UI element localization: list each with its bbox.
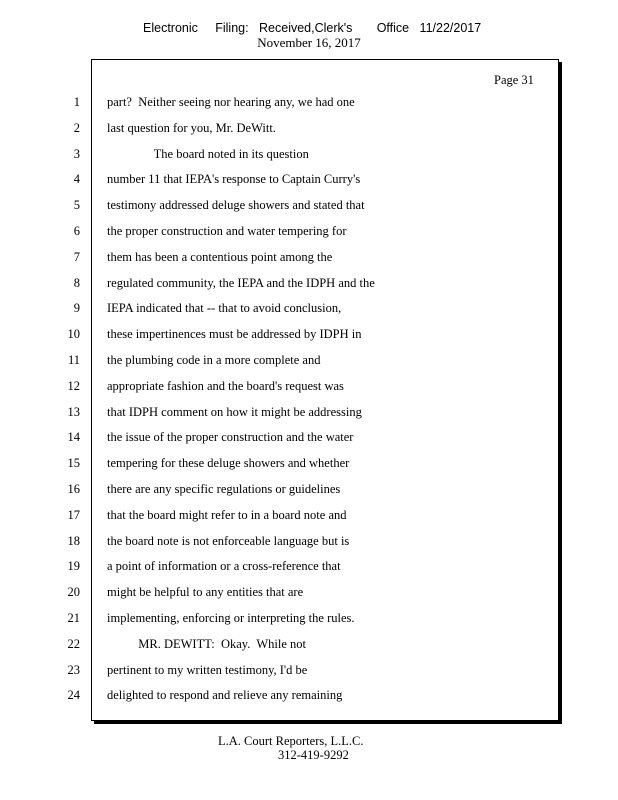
transcript-line [0, 427, 618, 453]
line-text: that the board might refer to in a board note and [107, 507, 347, 522]
line-number: 23 [67, 662, 80, 677]
line-number: 19 [67, 559, 80, 574]
line-text: delighted to respond and relieve any remaining [107, 688, 343, 703]
transcript-line [0, 273, 618, 299]
transcript-line [0, 221, 618, 247]
transcript-line [0, 350, 618, 376]
line-text: them has been a contentious point among the [107, 249, 333, 264]
transcript-line [0, 376, 618, 402]
line-text: pertinent to my written testimony, I'd be [107, 662, 308, 677]
line-number: 18 [67, 533, 80, 548]
line-number: 1 [73, 95, 80, 109]
transcript-line [0, 608, 618, 634]
line-text: appropriate fashion and the board's request was [107, 378, 344, 393]
line-text: MR. DEWITT: Okay. While not [107, 636, 306, 651]
line-number: 5 [73, 198, 80, 213]
transcript-line [0, 479, 618, 505]
line-number: 2 [73, 120, 80, 135]
line-number: 7 [73, 249, 80, 264]
transcript-line [0, 402, 618, 428]
transcript-line [0, 144, 618, 170]
line-number: 20 [67, 585, 80, 600]
line-number: 10 [67, 327, 80, 342]
line-text: number 11 that IEPA's response to Captain Curry's [107, 172, 361, 187]
transcript-line [0, 685, 618, 711]
line-text: testimony addressed deluge showers and stated that [107, 198, 365, 213]
line-number: 16 [67, 481, 80, 496]
line-number: 8 [73, 275, 80, 290]
line-number: 14 [67, 430, 80, 445]
transcript-line [0, 582, 618, 608]
transcript-lines [0, 92, 618, 711]
transcript-line [0, 505, 618, 531]
line-text: The board noted in its question [107, 146, 309, 161]
page-number: Page 31 [494, 73, 534, 87]
line-number: 3 [73, 146, 80, 161]
line-number: 12 [67, 378, 80, 393]
line-text: there are any specific regulations or guidelines [107, 481, 341, 496]
line-number: 13 [67, 404, 80, 419]
line-number: 9 [73, 301, 80, 316]
transcript-date: November 16, 2017 [257, 35, 361, 50]
line-text: might be helpful to any entities that are [107, 585, 304, 600]
line-text: these impertinences must be addressed by IDPH in [107, 327, 362, 342]
line-text: the proper construction and water tempering for [107, 223, 347, 238]
transcript-line [0, 453, 618, 479]
reporter-phone: 312-419-9292 [278, 748, 349, 762]
transcript-line [0, 195, 618, 221]
line-number: 17 [67, 507, 80, 522]
line-text: IEPA indicated that -- that to avoid conclusion, [107, 301, 342, 316]
line-text: part? Neither seeing nor hearing any, we had one [107, 95, 355, 109]
line-number: 4 [73, 172, 80, 187]
line-number: 6 [73, 223, 80, 238]
transcript-line [0, 247, 618, 273]
line-number: 24 [67, 688, 80, 703]
filing-stamp: Electronic Filing: Received,Clerk's Office 11/22/2017 [143, 21, 482, 35]
line-text: implementing, enforcing or interpreting the rules. [107, 610, 355, 625]
line-text: a point of information or a cross-reference that [107, 559, 341, 574]
line-text: regulated community, the IEPA and the IDPH and the [107, 275, 375, 290]
line-text: the plumbing code in a more complete and [107, 352, 321, 367]
line-number: 22 [67, 636, 80, 651]
line-text: the issue of the proper construction and the water [107, 430, 354, 445]
line-number: 15 [67, 456, 80, 471]
transcript-line [0, 118, 618, 144]
transcript-line [0, 531, 618, 557]
line-text: the board note is not enforceable language but is [107, 533, 350, 548]
transcript-line [0, 169, 618, 195]
transcript-line [0, 556, 618, 582]
line-text: last question for you, Mr. DeWitt. [107, 120, 276, 135]
transcript-line [0, 634, 618, 660]
transcript-line [0, 324, 618, 350]
line-number: 21 [67, 610, 80, 625]
transcript-line [0, 660, 618, 686]
transcript-line [0, 298, 618, 324]
transcript-line [0, 92, 618, 118]
line-number: 11 [67, 352, 80, 367]
reporter-company: L.A. Court Reporters, L.L.C. [218, 734, 364, 748]
line-text: that IDPH comment on how it might be addressing [107, 404, 362, 419]
line-text: tempering for these deluge showers and whether [107, 456, 350, 471]
